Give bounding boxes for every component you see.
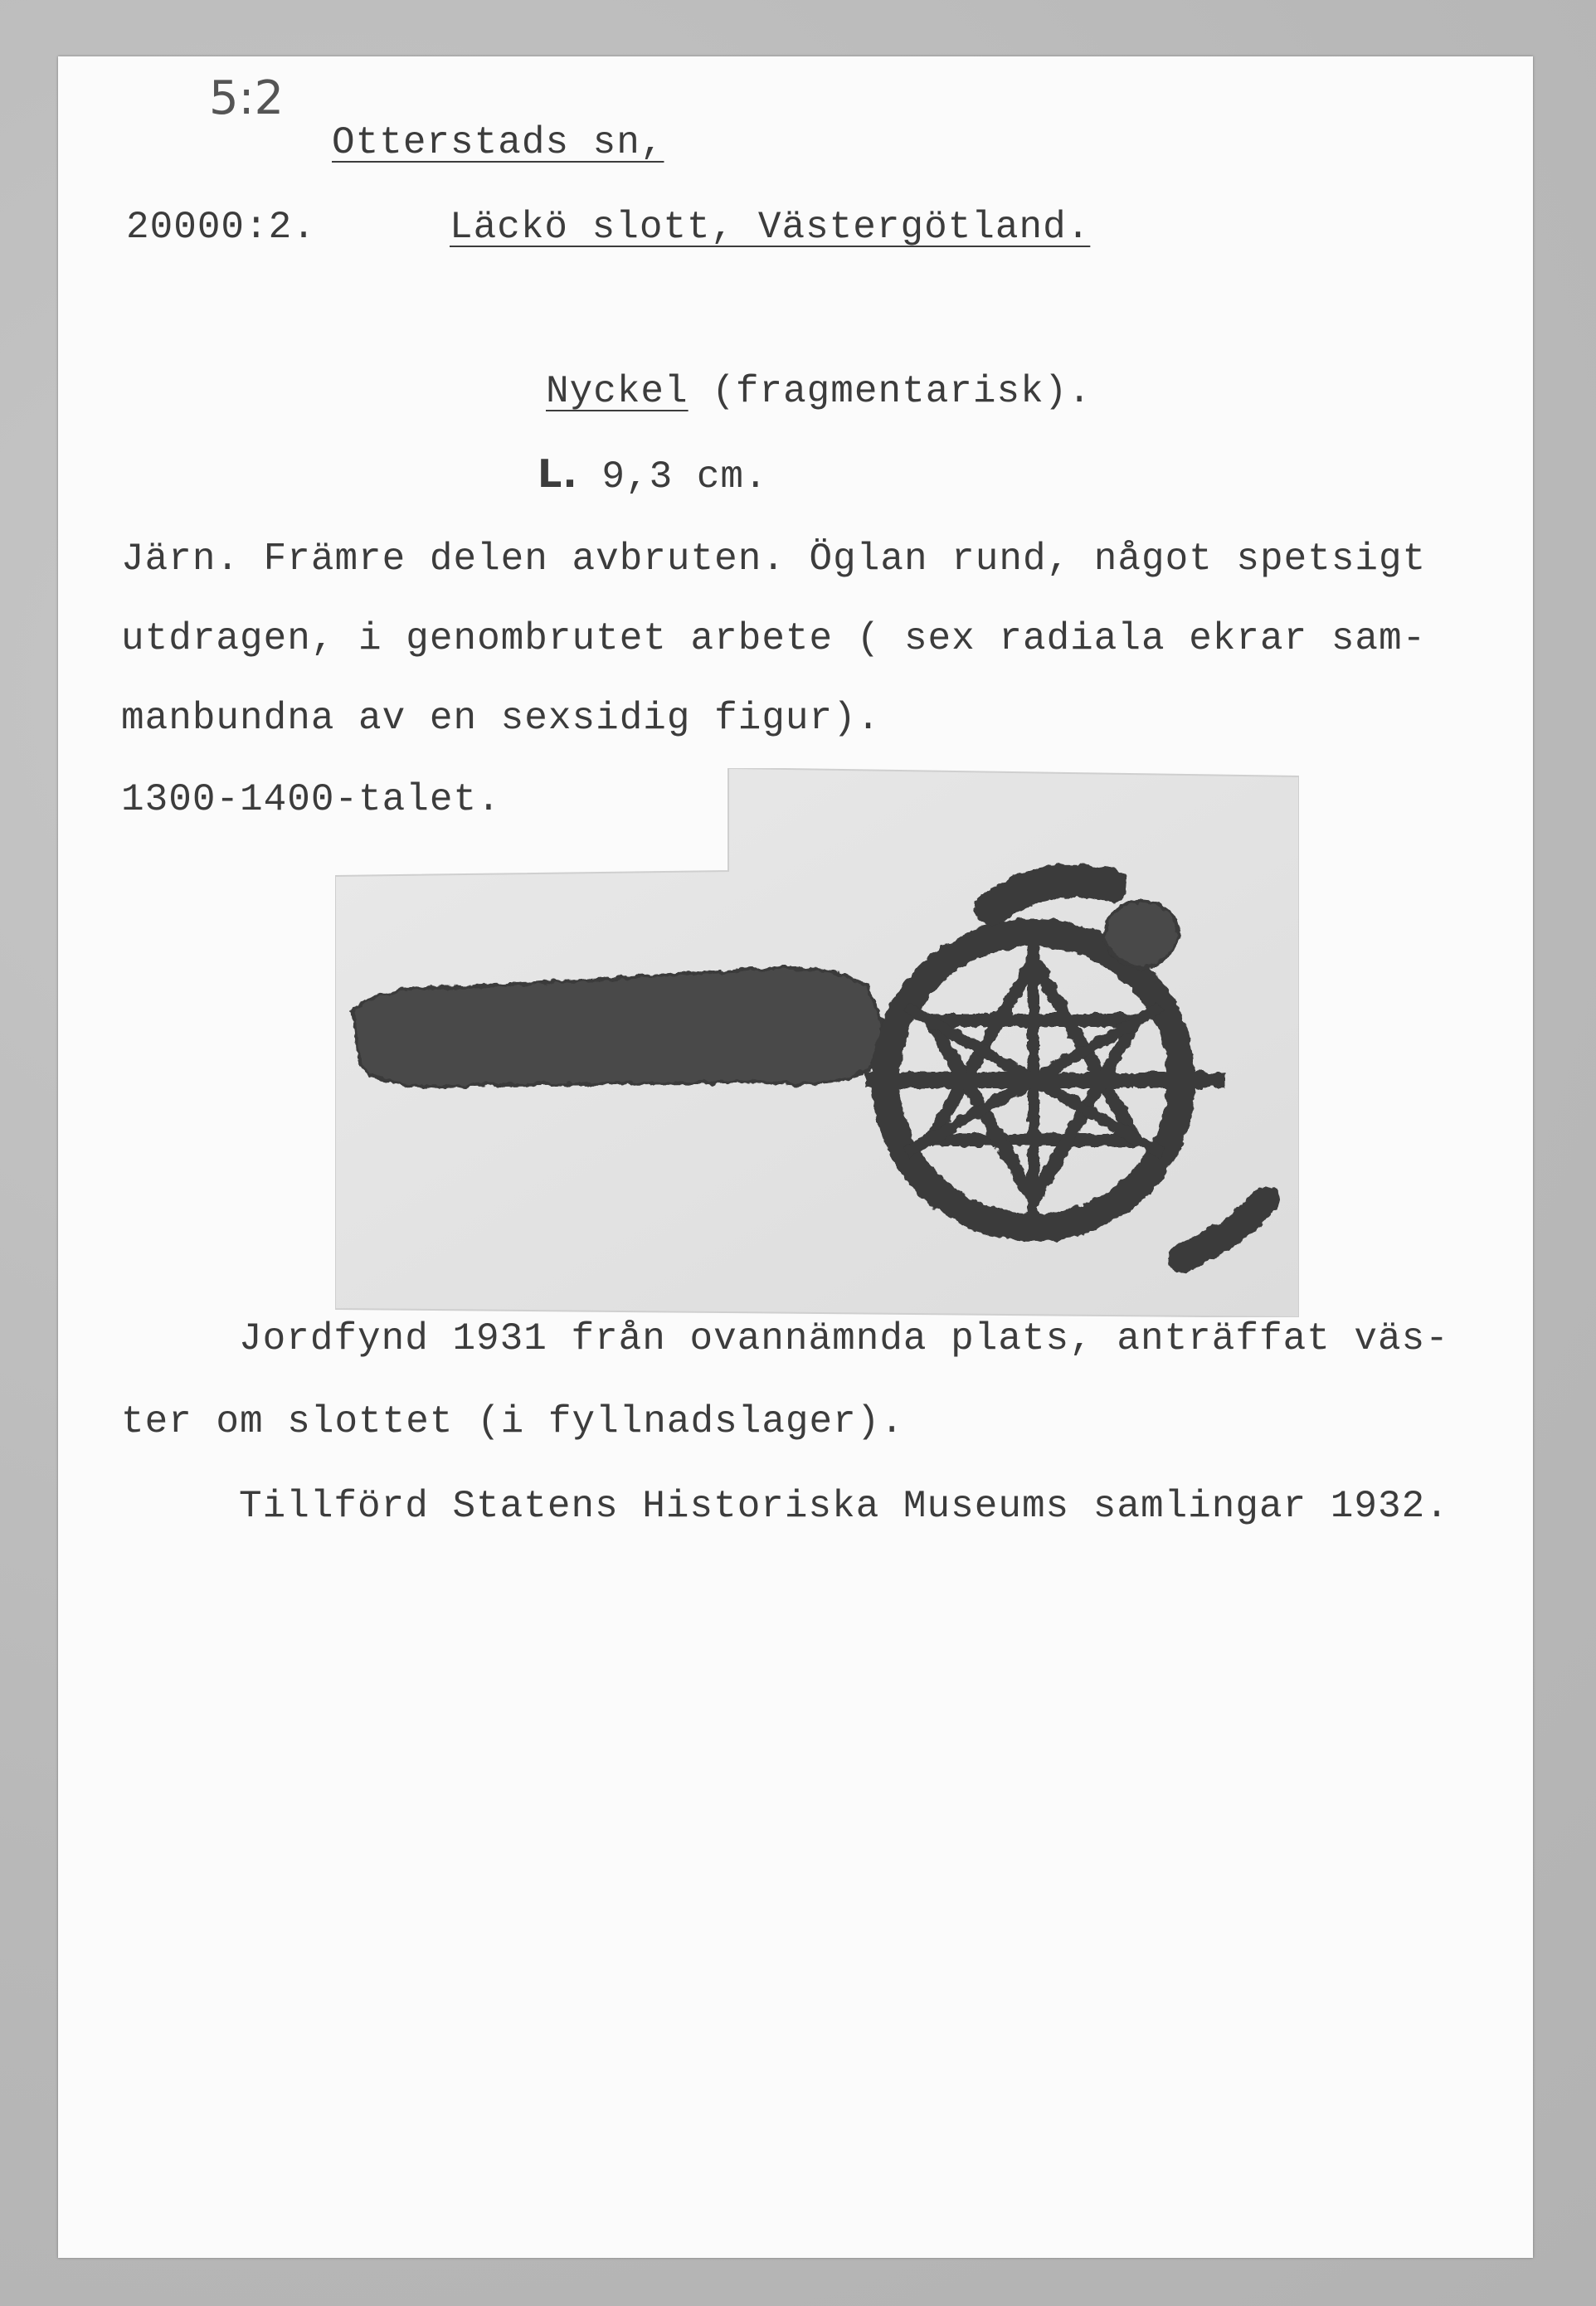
find-line: ter om slottet (i fyllnadslager). [121, 1400, 904, 1443]
catalog-number: 20000:2. [126, 206, 316, 249]
location: Läckö slott, Västergötland. [450, 206, 1091, 249]
object-name: Nyckel [546, 370, 689, 413]
description-line: utdragen, i genombrutet arbete ( sex radiala ekrar sam- [121, 617, 1427, 660]
description-line: Järn. Främre delen avbruten. Öglan rund, något spetsigt [121, 538, 1427, 581]
key-photograph [335, 768, 1299, 1317]
object-qualifier: (fragmentarisk). [712, 370, 1092, 413]
object-title [546, 370, 1092, 413]
find-line: Jordfynd 1931 från ovannämnda plats, anträffat väs- [239, 1317, 1449, 1360]
catalog-card [58, 56, 1533, 2258]
acquisition: Tillförd Statens Historiska Museums samlingar 1932. [239, 1485, 1449, 1528]
handwritten-number: 5:2 [209, 71, 285, 125]
dating: 1300-1400-talet. [121, 778, 501, 821]
parish-heading: Otterstads sn, [332, 121, 664, 164]
length-label: L. [538, 451, 578, 496]
description-line: manbundna av en sexsidig figur). [121, 697, 881, 740]
length-value: 9,3 cm. [601, 455, 768, 499]
length-line [538, 451, 768, 499]
